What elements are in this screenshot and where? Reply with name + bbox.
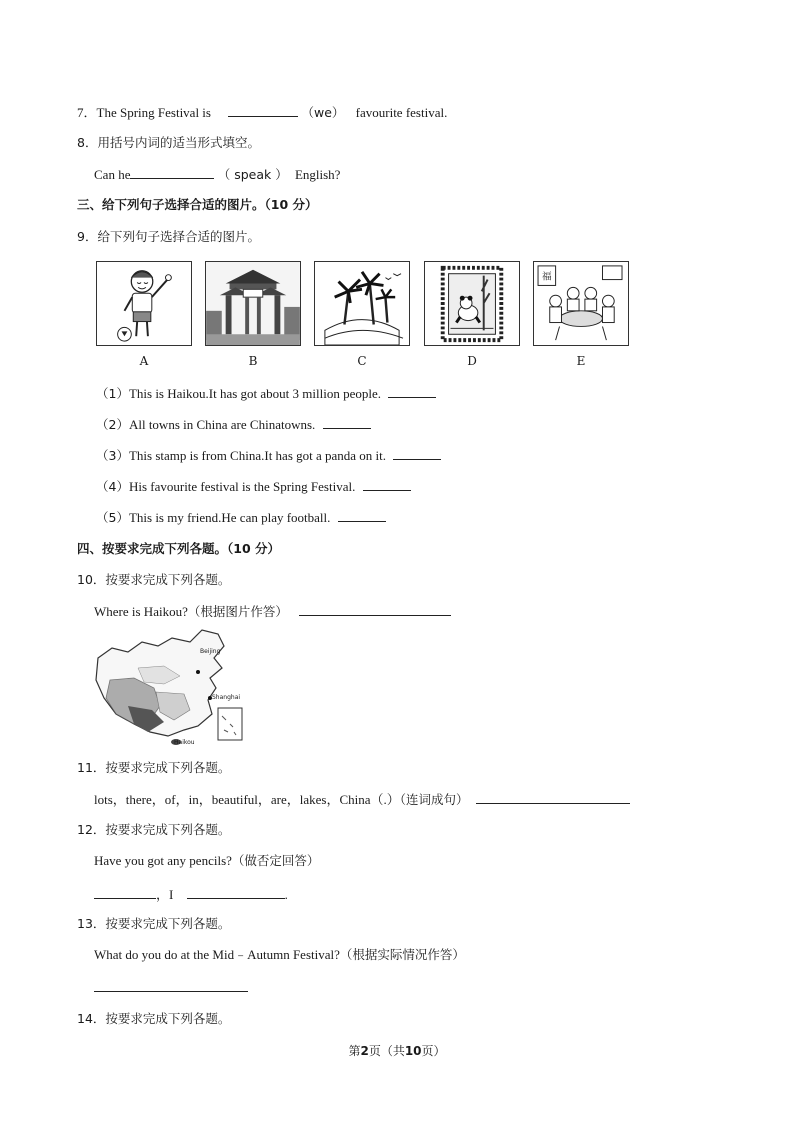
question-8-sentence [94, 165, 340, 184]
family-festival-dinner-picture [533, 261, 629, 346]
question-9-item-4 [96, 477, 411, 496]
question-text: Have you got any pencils? [94, 853, 232, 868]
family-festival-dinner-icon [534, 262, 628, 345]
question-number: 7． [77, 105, 97, 120]
tropical-island-picture [314, 261, 410, 346]
question-12-instruction [77, 821, 230, 839]
item-text: This is my friend.He can play football. [128, 510, 331, 525]
boy-with-football-icon [97, 262, 191, 345]
footer-total-pages: 10 [404, 1044, 422, 1058]
item-number: （1） [96, 386, 129, 401]
answer-mid-text: ，I [156, 887, 174, 902]
question-number: 11． [77, 760, 106, 775]
answer-blank[interactable] [363, 477, 411, 491]
answer-blank[interactable] [323, 415, 371, 429]
question-11-instruction [77, 759, 230, 777]
question-12-sentence [94, 852, 319, 870]
china-map-icon [94, 628, 252, 748]
hint-text: （根据图片作答） [187, 604, 288, 619]
instruction-text: 用括号内词的适当形式填空。 [97, 135, 260, 150]
footer-suffix: 页） [421, 1044, 446, 1058]
question-text: Can he [94, 167, 131, 182]
picture-label-a: A [139, 354, 149, 368]
instruction-text: 按要求完成下列各题。 [105, 916, 231, 931]
item-text: This stamp is from China.It has got a panda on it. [128, 448, 387, 463]
question-number: 8． [77, 135, 98, 150]
answer-blank[interactable] [228, 103, 298, 117]
panda-stamp-icon [425, 262, 519, 345]
item-number: （5） [96, 510, 129, 525]
section-4-title: 四、按要求完成下列各题。（10 分） [77, 541, 280, 556]
question-text: lots，there，of，in，beautiful，are，lakes，China（.） [94, 792, 400, 807]
answer-blank[interactable] [299, 602, 451, 616]
question-9-item-3 [96, 446, 441, 465]
tropical-island-icon [315, 262, 409, 345]
hint-text: （做否定回答） [231, 853, 320, 868]
answer-blank-2[interactable] [187, 885, 285, 899]
map-label-beijing: Beijing [200, 648, 221, 655]
question-14-instruction [77, 1010, 230, 1028]
answer-blank-1[interactable] [94, 885, 156, 899]
question-9-instruction [77, 228, 260, 246]
question-number: 9． [77, 229, 98, 244]
question-8-instruction [77, 134, 260, 152]
item-text: This is Haikou.It has got about 3 million people. [128, 386, 381, 401]
question-text: What do you do at the Mid﹣Autumn Festival? [94, 947, 340, 962]
instruction-text: 给下列句子选择合适的图片。 [97, 229, 260, 244]
china-map [94, 628, 252, 748]
svg-text:福: 福 [541, 271, 552, 283]
picture-label-b: B [248, 354, 258, 368]
question-11-sentence [94, 790, 630, 809]
footer-prefix: 第 [348, 1044, 361, 1058]
map-label-haikou: Haikou [174, 739, 195, 746]
item-number: （4） [96, 479, 129, 494]
question-7 [77, 103, 447, 122]
instruction-text: 按要求完成下列各题。 [105, 1011, 231, 1026]
item-number: （2） [96, 417, 129, 432]
hint-text: （we） [301, 105, 345, 120]
boy-with-football-picture [96, 261, 192, 346]
question-number: 12． [77, 822, 106, 837]
question-10-instruction [77, 571, 230, 589]
question-9-item-1 [96, 384, 436, 403]
question-13-instruction [77, 915, 230, 933]
instruction-text: 按要求完成下列各题。 [105, 822, 231, 837]
picture-label-e: E [576, 354, 586, 368]
question-text: English? [294, 167, 341, 182]
question-text: favourite festival. [355, 105, 448, 120]
question-12-answer [94, 885, 288, 904]
question-number: 10． [77, 572, 106, 587]
question-text: The Spring Festival is [96, 105, 211, 120]
question-9-item-5 [96, 508, 386, 527]
question-13-sentence [94, 946, 465, 964]
answer-blank[interactable] [388, 384, 436, 398]
answer-blank[interactable] [393, 446, 441, 460]
item-text: All towns in China are Chinatowns. [128, 417, 316, 432]
footer-middle: 页（共 [368, 1044, 405, 1058]
picture-label-c: C [357, 354, 367, 368]
panda-stamp-picture [424, 261, 520, 346]
chinatown-gate-picture [205, 261, 301, 346]
question-text: Where is Haikou? [94, 604, 188, 619]
footer-page-number: 2 [360, 1044, 369, 1058]
item-text: His favourite festival is the Spring Festival. [128, 479, 356, 494]
answer-end-text: . [284, 887, 288, 902]
question-number: 14． [77, 1011, 106, 1026]
hint-text: （根据实际情况作答） [339, 947, 465, 962]
chinatown-gate-icon [206, 262, 300, 345]
hint-text: （连词成句） [399, 792, 469, 807]
answer-blank[interactable] [476, 790, 630, 804]
page-footer [0, 1042, 794, 1059]
map-label-shanghai: Shanghai [212, 694, 241, 701]
item-number: （3） [96, 448, 129, 463]
answer-blank[interactable] [338, 508, 386, 522]
answer-blank[interactable] [130, 165, 214, 179]
question-13-answer-blank[interactable] [94, 978, 248, 992]
instruction-text: 按要求完成下列各题。 [105, 760, 231, 775]
picture-label-d: D [467, 354, 477, 368]
hint-text: （ speak ） [217, 167, 288, 182]
instruction-text: 按要求完成下列各题。 [105, 572, 231, 587]
question-number: 13． [77, 916, 106, 931]
question-9-item-2 [96, 415, 371, 434]
section-3-title: 三、给下列句子选择合适的图片。（10 分） [77, 197, 318, 212]
question-10-sentence [94, 602, 451, 621]
